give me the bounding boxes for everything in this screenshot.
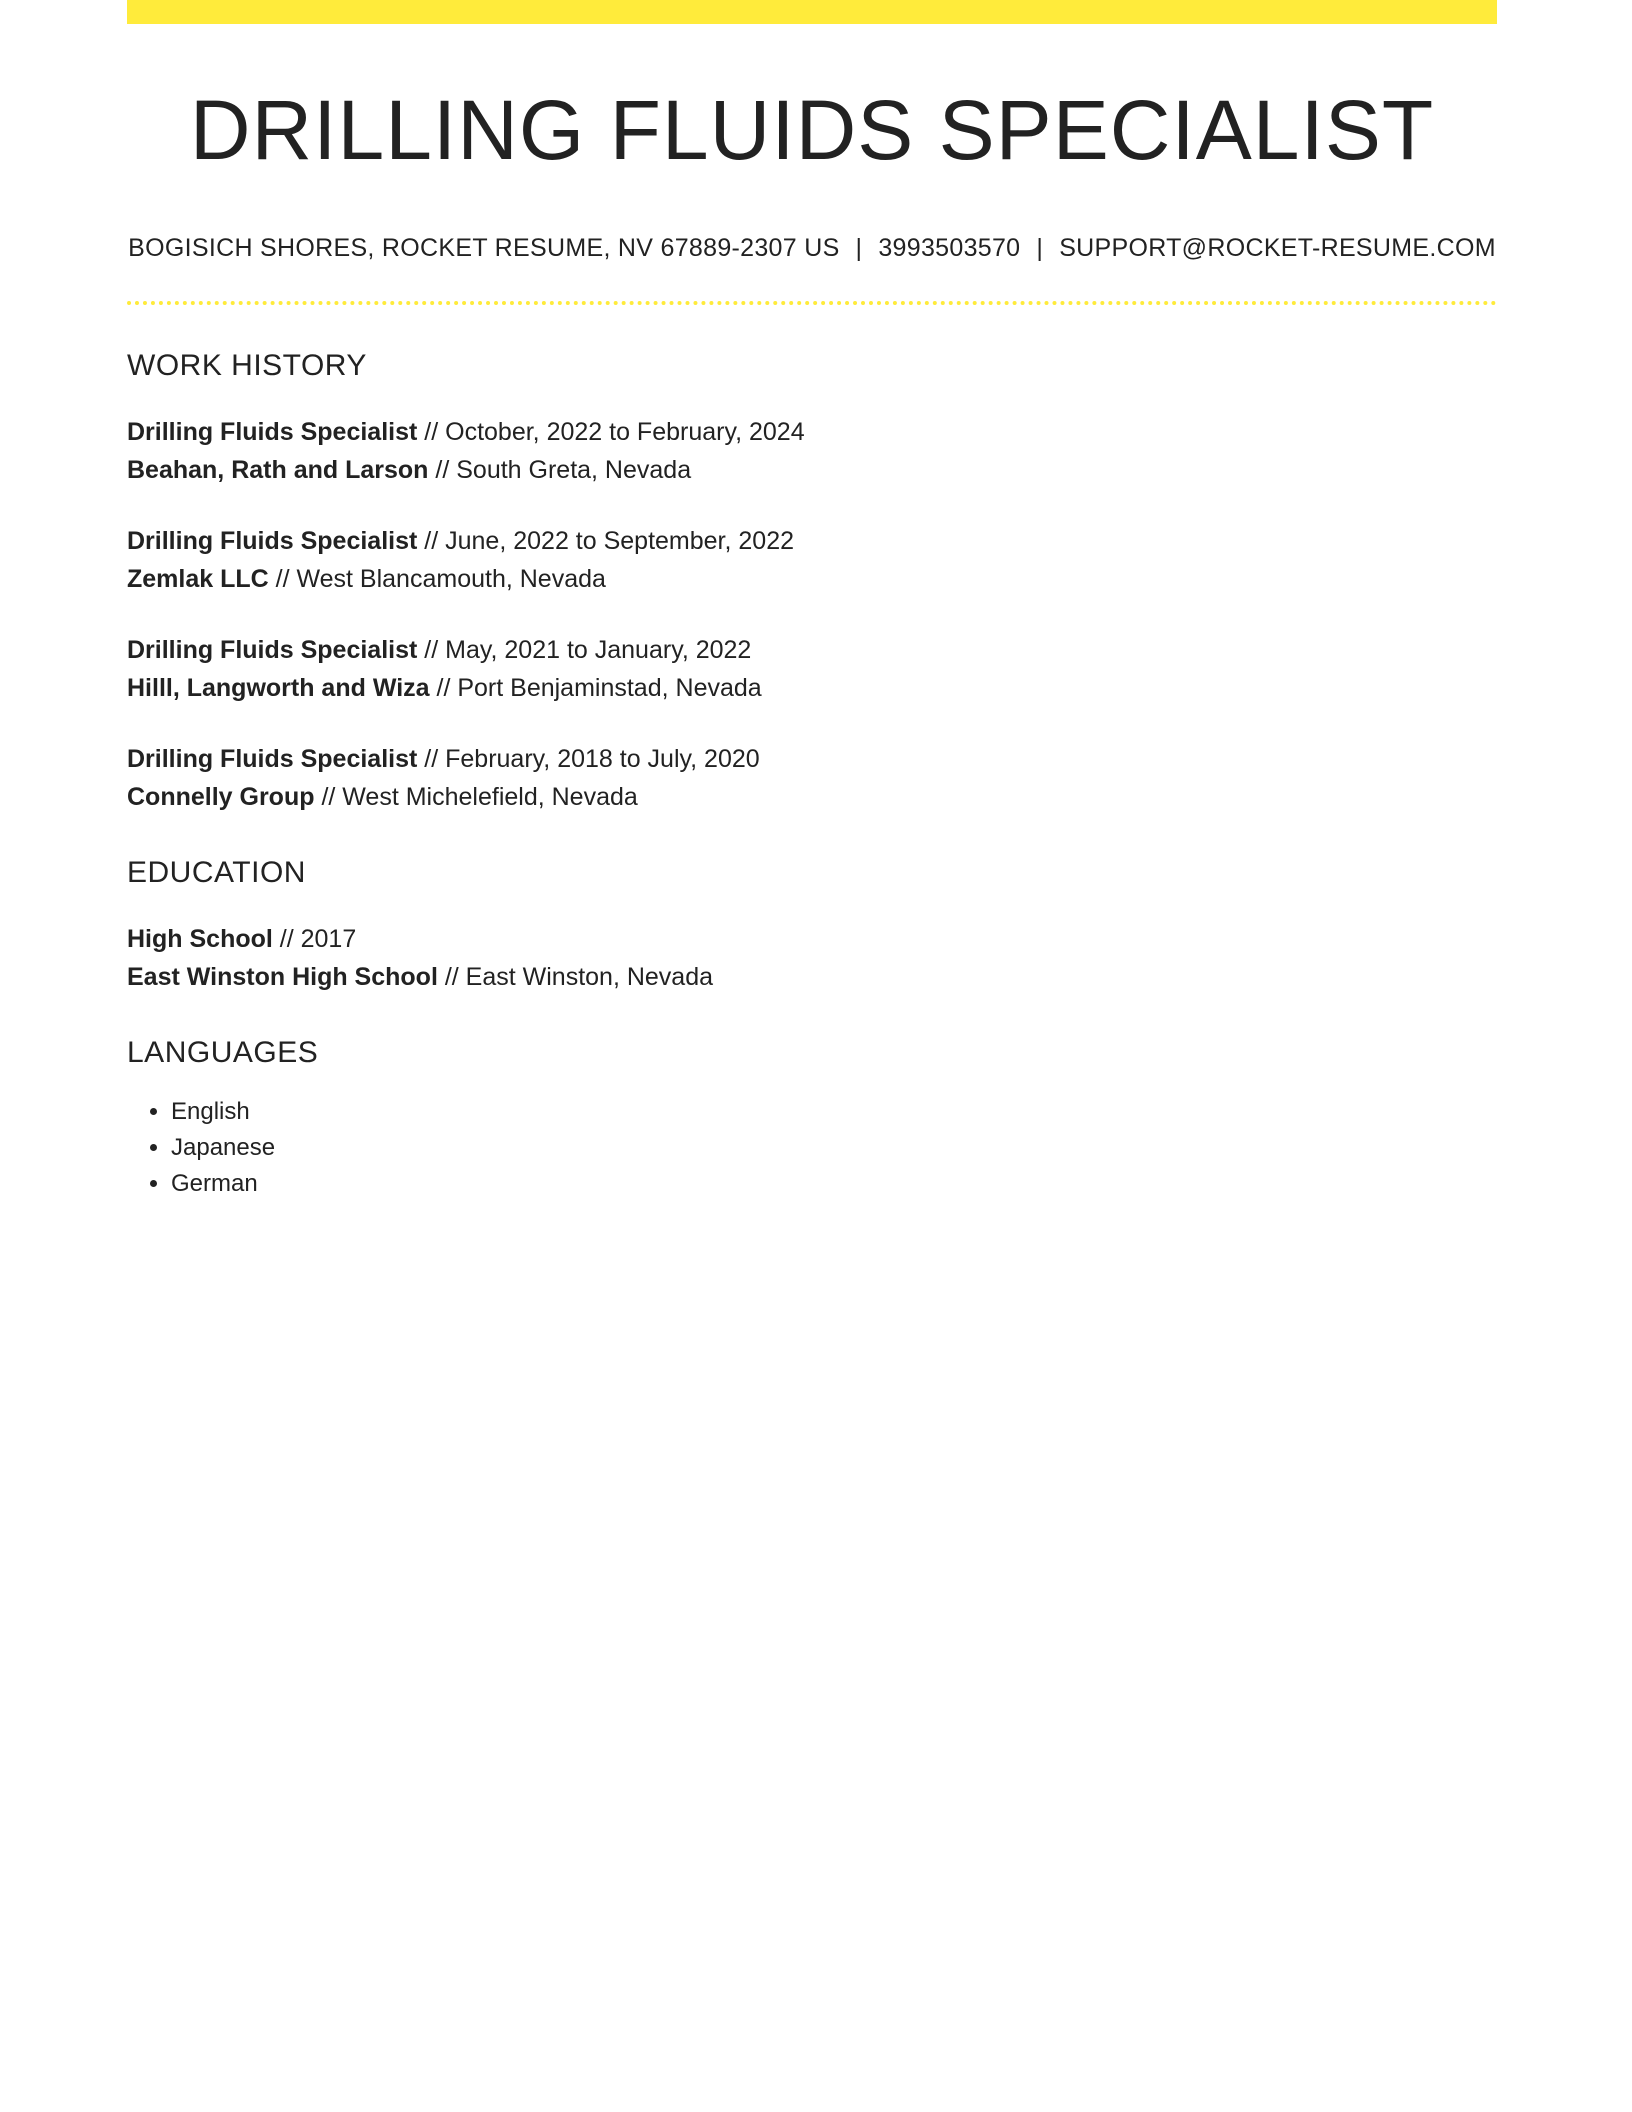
job-location: // South Greta, Nevada bbox=[428, 456, 692, 485]
contact-separator: | bbox=[1036, 234, 1044, 263]
dotted-divider bbox=[127, 301, 1497, 305]
job-company: Beahan, Rath and Larson bbox=[127, 456, 429, 485]
job-role: Drilling Fluids Specialist bbox=[127, 745, 418, 774]
job-location: // West Blancamouth, Nevada bbox=[268, 565, 606, 594]
job-company: Hilll, Langworth and Wiza bbox=[127, 674, 430, 703]
job-dates: // October, 2022 to February, 2024 bbox=[417, 418, 805, 447]
job-role: Drilling Fluids Specialist bbox=[127, 418, 418, 447]
job-entry bbox=[127, 413, 1497, 489]
job-company-line bbox=[127, 669, 1497, 707]
job-title-line bbox=[127, 413, 1497, 451]
job-entry bbox=[127, 522, 1497, 598]
contact-line bbox=[127, 234, 1497, 263]
job-dates: // May, 2021 to January, 2022 bbox=[417, 636, 752, 665]
languages-list bbox=[127, 1094, 1497, 1202]
resume-title: DRILLING FLUIDS SPECIALIST bbox=[189, 83, 1435, 177]
contact-address: BOGISICH SHORES, ROCKET RESUME, NV 67889-2307 US bbox=[128, 234, 840, 263]
job-company-line bbox=[127, 778, 1497, 816]
job-title-line bbox=[127, 631, 1497, 669]
job-dates: // February, 2018 to July, 2020 bbox=[417, 745, 760, 774]
job-location: // Port Benjaminstad, Nevada bbox=[429, 674, 762, 703]
language-item: • English bbox=[171, 1094, 1497, 1130]
job-role: Drilling Fluids Specialist bbox=[127, 636, 418, 665]
education-heading: EDUCATION bbox=[127, 856, 306, 890]
education-degree-line bbox=[127, 920, 1497, 958]
job-role: Drilling Fluids Specialist bbox=[127, 527, 418, 556]
job-company-line bbox=[127, 451, 1497, 489]
job-entry bbox=[127, 631, 1497, 707]
job-entry bbox=[127, 740, 1497, 816]
job-title-line bbox=[127, 740, 1497, 778]
education-school-line bbox=[127, 958, 1497, 996]
education-year: // 2017 bbox=[272, 925, 357, 954]
job-title-line bbox=[127, 522, 1497, 560]
education-location: // East Winston, Nevada bbox=[437, 963, 714, 992]
top-accent-bar bbox=[127, 0, 1497, 24]
job-company: Zemlak LLC bbox=[127, 565, 269, 594]
job-location: // West Michelefield, Nevada bbox=[314, 783, 638, 812]
education-entry bbox=[127, 920, 1497, 996]
job-dates: // June, 2022 to September, 2022 bbox=[417, 527, 795, 556]
job-company-line bbox=[127, 560, 1497, 598]
language-item: • Japanese bbox=[171, 1130, 1497, 1166]
education-school: East Winston High School bbox=[127, 963, 438, 992]
contact-phone: 3993503570 bbox=[878, 234, 1021, 263]
job-company: Connelly Group bbox=[127, 783, 315, 812]
resume-page bbox=[127, 0, 1497, 1202]
education-degree: High School bbox=[127, 925, 273, 954]
work-history-heading: WORK HISTORY bbox=[127, 349, 367, 383]
contact-separator: | bbox=[855, 234, 863, 263]
contact-email: SUPPORT@ROCKET-RESUME.COM bbox=[1059, 234, 1496, 263]
language-item: • German bbox=[171, 1166, 1497, 1202]
languages-heading: LANGUAGES bbox=[127, 1036, 319, 1070]
